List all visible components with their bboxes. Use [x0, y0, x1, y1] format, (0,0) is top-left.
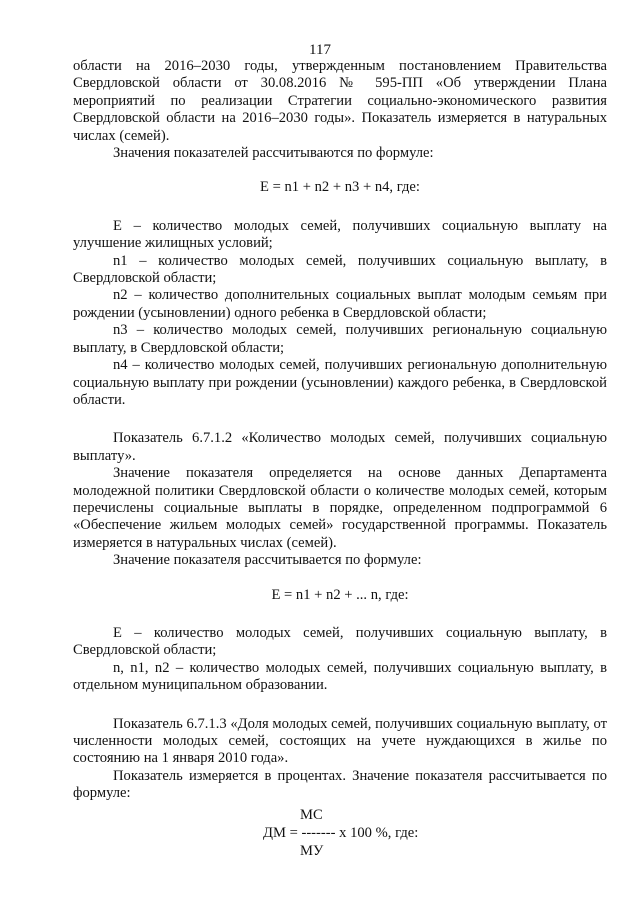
definition-n3: n3 – количество молодых семей, получивших региональную социальную выплату, в Свердловской области;: [73, 322, 607, 356]
definition-e: E – количество молодых семей, получивших социальную выплату на улучшение жилищных условий;: [73, 217, 607, 252]
definition-n4: n4 – количество молодых семей, получивших региональную дополнительную социальную выплату при рождении (усыновлении) каждого ребенка, в Свердловской области.: [73, 357, 607, 408]
page-number: 117: [309, 42, 331, 58]
formula-numerator: МС: [300, 806, 323, 823]
formula-share-fraction: [73, 807, 607, 877]
indicator-6-7-1-2-heading: Показатель 6.7.1.2 «Количество молодых семей, получивших социальную выплату».: [73, 430, 607, 464]
indicator-6-7-1-2-description: Значение показателя определяется на основе данных Департамента молодежной политики Свердловской области о количестве молодых семей, которым перечислены социальные выплаты в порядке, определенном подпрограммой 6 «Обеспечение жильем молодых семей» государственной программы. Показатель измеряется в натуральных числах (семей).: [73, 465, 607, 551]
definition-n1: n1 – количество молодых семей, получивших социальную выплату, в Свердловской области;: [73, 252, 607, 287]
formula-denominator: МУ: [300, 842, 324, 859]
indicator-6-7-1-3-heading: Показатель 6.7.1.3 «Доля молодых семей, получивших социальную выплату, от численности молодых семей, состоящих на учете нуждающихся в жилье по состоянию на 1 января 2010 года».: [73, 715, 607, 767]
definition-n-list: n, n1, n2 – количество молодых семей, получивших социальную выплату, в отдельном муниципальном образовании.: [73, 659, 607, 694]
formula-main-line: ДМ = ------- х 100 %, где:: [263, 824, 419, 841]
paragraph-formula-intro: Значения показателей рассчитываются по формуле:: [113, 145, 434, 162]
formula-families-sum: E = n1 + n2 + ... n, где:: [271, 586, 409, 603]
definition-n2: n2 – количество дополнительных социальных выплат молодым семьям при рождении (усыновлении) одного ребенка в Свердловской области;: [73, 287, 607, 321]
paragraph-formula-intro-2: Значение показателя рассчитывается по формуле:: [113, 552, 422, 569]
document-body: [73, 58, 607, 877]
definition-e-2: E – количество молодых семей, получивших социальную выплату, в Свердловской области;: [73, 624, 607, 659]
indicator-6-7-1-3-description: Показатель измеряется в процентах. Значение показателя рассчитывается по формуле:: [73, 767, 607, 802]
formula-total-families: E = n1 + n2 + n3 + n4, где:: [260, 179, 420, 196]
paragraph-intro: области на 2016–2030 годы, утвержденным постановлением Правительства Свердловской области от 30.08.2016 № 595-ПП «Об утверждении Плана мероприятий по реализации Стратегии социально-экономического развития Свердловской области на 2016–2030 годы». Показатель измеряется в натуральных числах (семей).: [73, 58, 607, 144]
